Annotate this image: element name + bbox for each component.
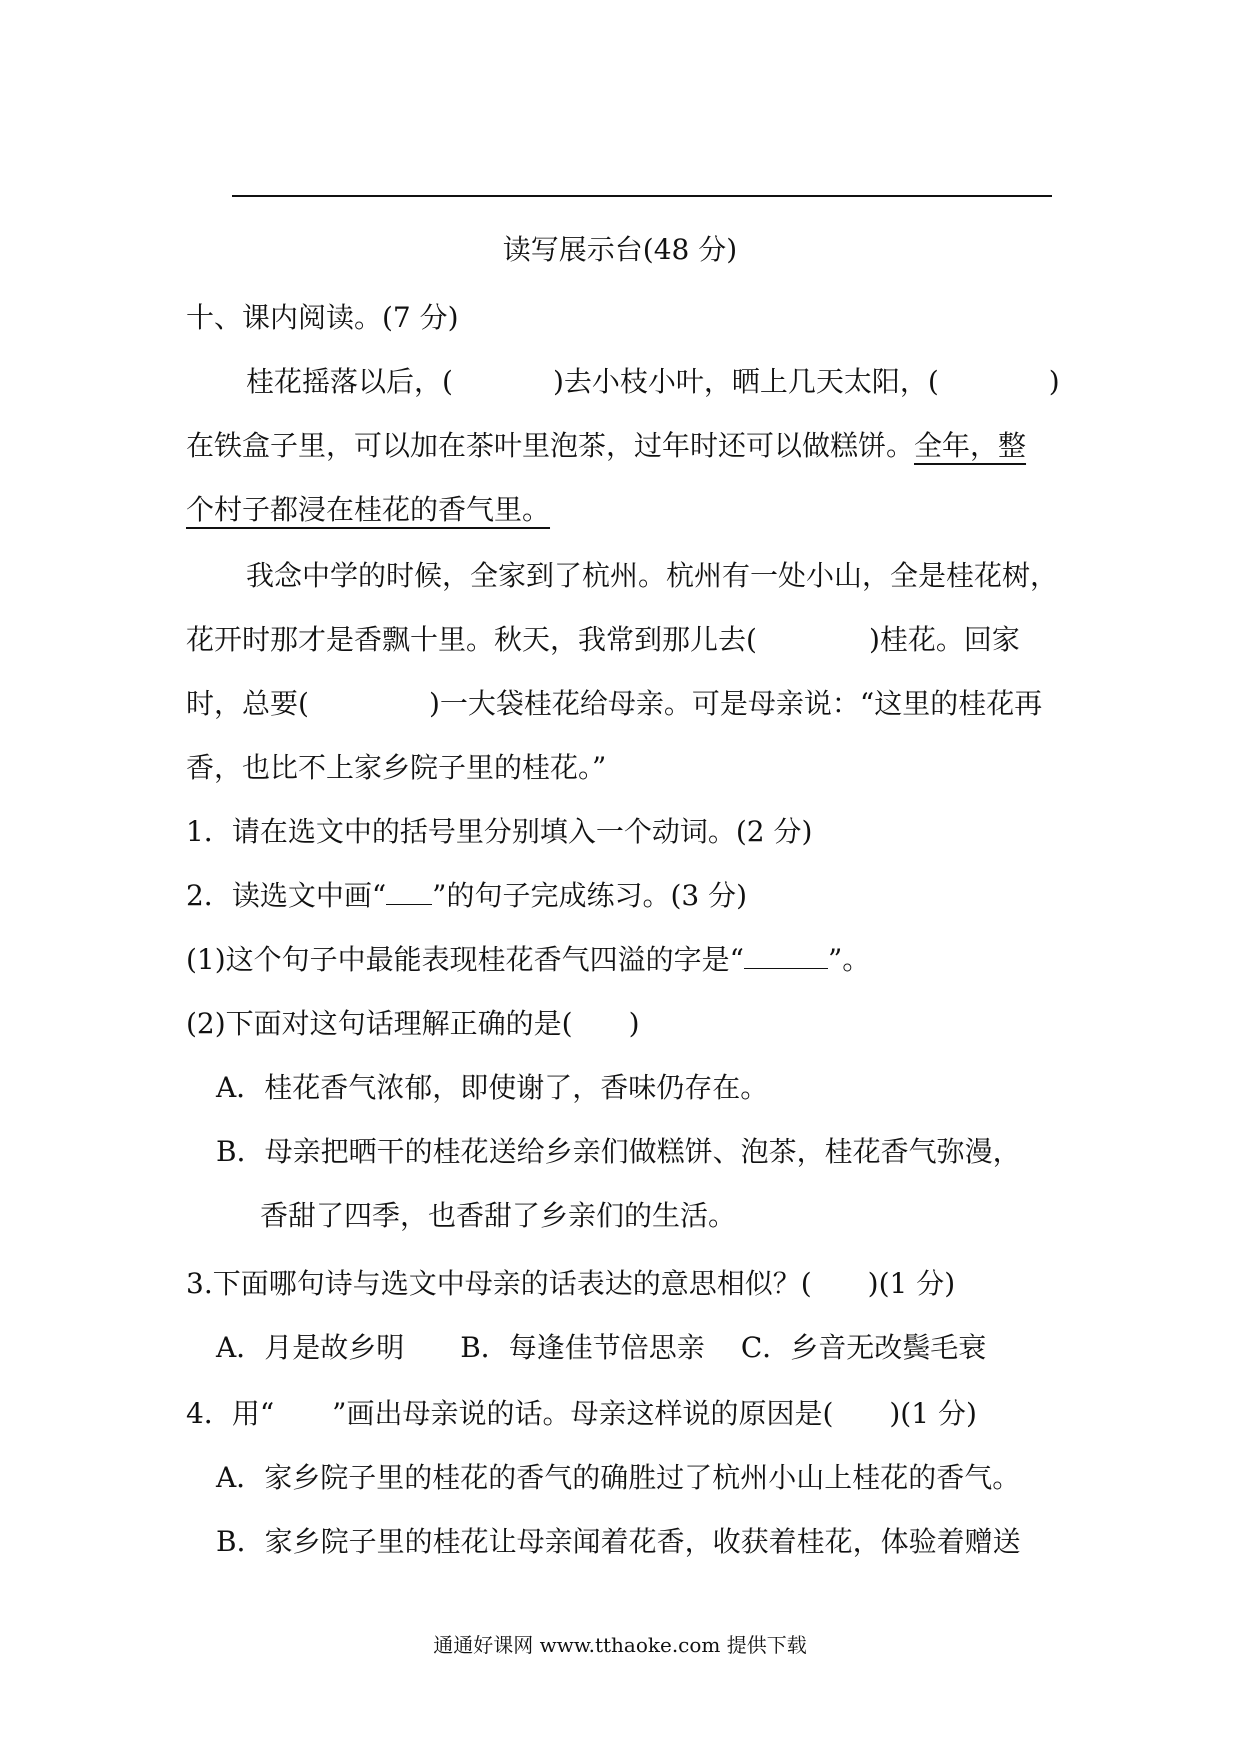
passage-text: )桂花。回家	[868, 623, 1020, 656]
question-text: ”。	[827, 943, 871, 976]
header-rule	[232, 195, 1052, 197]
passage-text: )	[1048, 365, 1060, 398]
question-3: 3.下面哪句诗与选文中母亲的话表达的意思相似？( )(1 分)	[186, 1267, 956, 1300]
underlined-sentence: 全年，整	[914, 429, 1027, 462]
answer-blank[interactable]	[744, 942, 828, 969]
option-a[interactable]: A．家乡院子里的桂花的香气的确胜过了杭州小山上桂花的香气。	[216, 1461, 1021, 1494]
passage-text: )一大袋桂花给母亲。可是母亲说：“	[428, 687, 875, 720]
passage-line: 我念中学的时候，全家到了杭州。杭州有一处小山，全是桂花树，	[246, 559, 1059, 592]
passage-line	[186, 748, 606, 788]
passage-line	[246, 362, 1060, 402]
question-1: 1．请在选文中的括号里分别填入一个动词。(2 分)	[186, 815, 813, 848]
passage-text: 时，总要(	[186, 687, 309, 720]
passage-line	[186, 620, 1020, 660]
question-text: 2．读选文中画“	[186, 879, 387, 912]
question-text: ”的句子完成练习。(3 分)	[432, 879, 748, 912]
question-2-2: (2)下面对这句话理解正确的是( )	[186, 1007, 640, 1040]
passage-text: 花开时那才是香飘十里。秋天，我常到那儿去(	[186, 623, 757, 656]
question-2	[186, 876, 747, 916]
passage-line	[186, 684, 1042, 724]
mother-quote: 这里的桂花再	[874, 687, 1043, 720]
passage-line	[186, 426, 1026, 466]
passage-text: 桂花摇落以后，(	[246, 365, 453, 398]
passage-text: 在铁盒子里，可以加在茶叶里泡茶，过年时还可以做糕饼。	[186, 429, 915, 462]
wavy-line-sample	[274, 1394, 332, 1434]
underlined-sentence: 个村子都浸在桂花的香气里。	[186, 493, 551, 526]
option-b[interactable]: B．每逢佳节倍思亲	[460, 1331, 705, 1364]
question-text: 4．用“	[186, 1397, 275, 1430]
option-a[interactable]: A．桂花香气浓郁，即使谢了，香味仍存在。	[216, 1071, 769, 1104]
passage-line	[186, 490, 580, 530]
option-b[interactable]: B．母亲把晒干的桂花送给乡亲们做糕饼、泡茶，桂花香气弥漫，	[216, 1135, 1021, 1168]
underline-sample	[386, 878, 432, 905]
question-text: (1)这个句子中最能表现桂花香气四溢的字是“	[186, 943, 744, 976]
question-2-1	[186, 940, 870, 980]
underline-tail	[550, 490, 580, 530]
section-title: 读写展示台(48 分)	[502, 233, 738, 266]
question-4	[186, 1394, 977, 1434]
mother-quote: 香，也比不上家乡院子里的桂花。	[186, 751, 593, 784]
passage-text: ”	[592, 751, 607, 784]
option-c[interactable]: C．乡音无改鬓毛衰	[740, 1331, 987, 1364]
question-text: ”画出母亲说的话。母亲这样说的原因是( )(1 分)	[332, 1397, 977, 1430]
option-a[interactable]: A．月是故乡明	[216, 1331, 405, 1364]
footer-credit: 通通好课网 www.tthaoke.com 提供下载	[433, 1633, 807, 1657]
option-b-continued: 香甜了四季，也香甜了乡亲们的生活。	[260, 1199, 737, 1232]
option-b[interactable]: B．家乡院子里的桂花让母亲闻着花香，收获着桂花，体验着赠送	[216, 1525, 1021, 1558]
question-heading: 十、课内阅读。(7 分)	[186, 301, 459, 334]
passage-text: )去小枝小叶，晒上几天太阳，(	[552, 365, 939, 398]
question-3-options	[216, 1328, 986, 1368]
